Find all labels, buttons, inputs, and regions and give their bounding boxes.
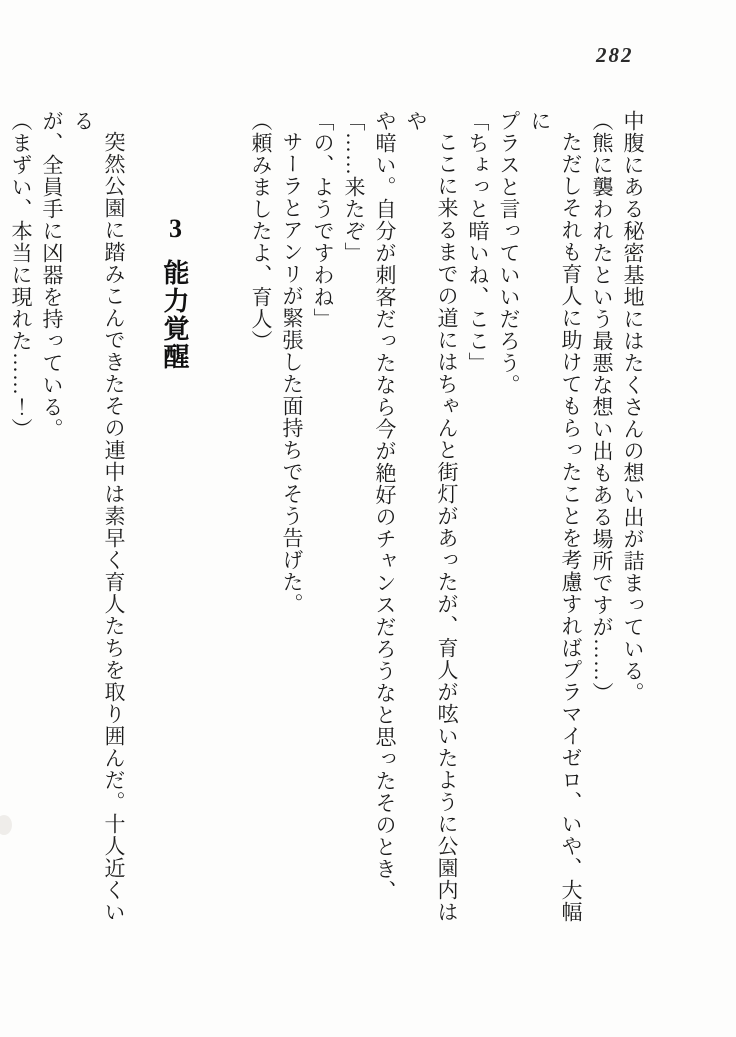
text-line: 突然公園に踏みこんできたその連中は素早く育人たちを取り囲んだ。十人近くいる	[71, 110, 126, 923]
text-line: ここに来るまでの道にはちゃんと街灯があったが、育人が呟いたように公園内はや	[404, 110, 459, 923]
text-line: サーラとアンリが緊張した面持ちでそう告げた。	[280, 131, 304, 615]
text-line: や暗い。自分が刺客だったなら今が絶好のチャンスだろうなと思ったそのとき、	[373, 110, 397, 902]
text-line: 「ちょっと暗いね、ここ」	[466, 110, 490, 374]
text-line: プラスと言っていいだろう。	[497, 110, 521, 396]
text-line: （まずい、本当に現れた……！）	[9, 110, 33, 440]
page-number: 282	[596, 43, 634, 67]
text-line: 中腹にある秘密基地にはたくさんの想い出が詰まっている。	[621, 110, 645, 704]
text-line: （頼みましたよ、育人）	[249, 110, 273, 352]
text-line: （熊に襲われたという最悪な想い出もある場所ですが……）	[590, 110, 614, 704]
text-line: ただしそれも育人に助けてもらったことを考慮すればプラマイゼロ、いや、大幅に	[528, 110, 583, 923]
section-number: 3	[161, 214, 190, 245]
text-line: 「の、ようですわね」	[311, 110, 335, 330]
section-heading	[153, 110, 197, 942]
vertical-text-block	[5, 110, 648, 942]
section-title: 能力覚醒	[160, 259, 190, 371]
text-line: 「……来たぞ」	[342, 110, 366, 264]
text-line: が、全員手に凶器を持っている。	[40, 110, 64, 440]
